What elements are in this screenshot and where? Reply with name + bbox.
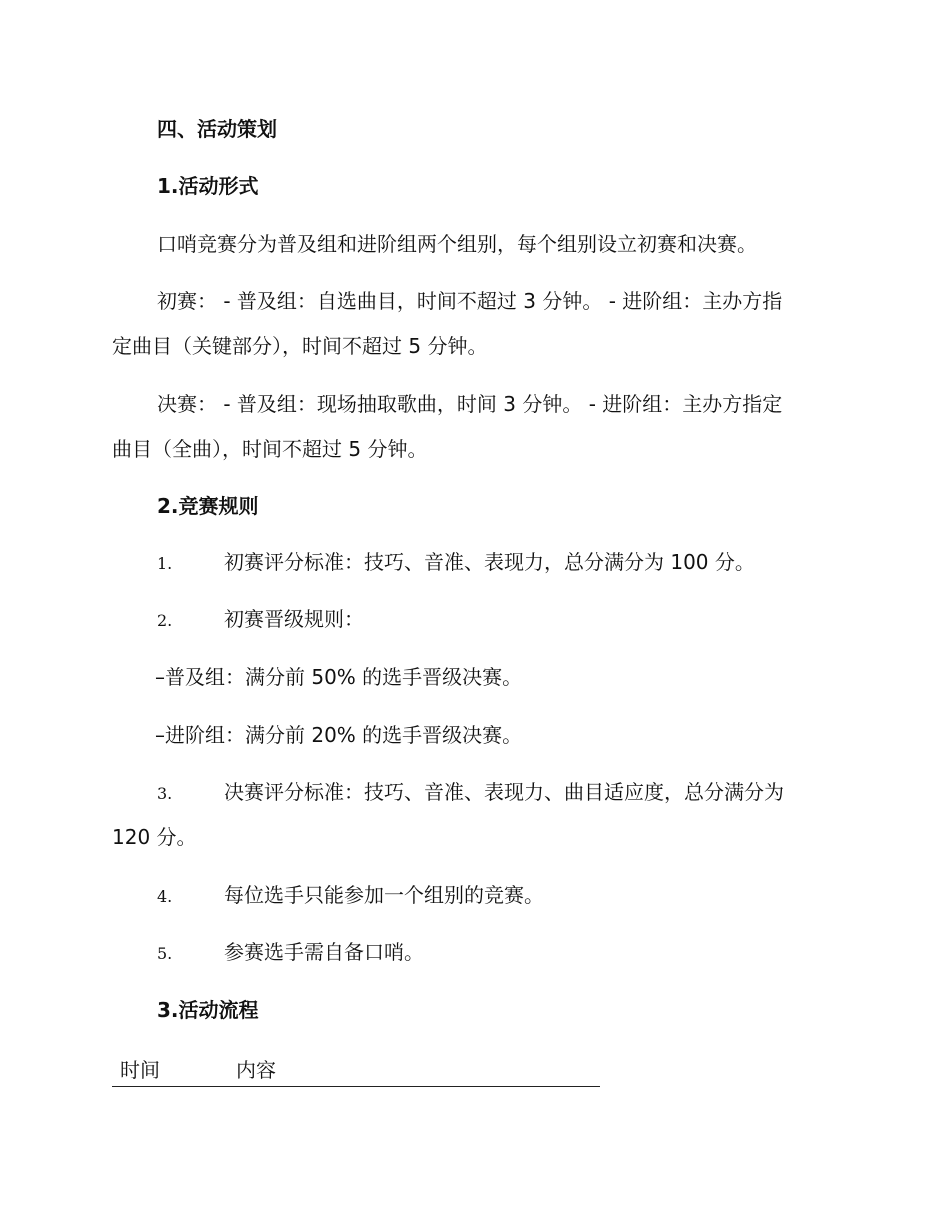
promotion-rule-advanced: –进阶组：满分前 20% 的选手晋级决赛。 [155,723,523,747]
rule-text-continued: 120 分。 [112,825,197,849]
schedule-table-header [112,1054,600,1087]
rule-text: 初赛晋级规则： [224,607,364,631]
column-header-time: 时间 [120,1058,160,1082]
intro-paragraph: 口哨竞赛分为普及组和进阶组两个组别，每个组别设立初赛和决赛。 [157,232,757,256]
rule-text: 初赛评分标准：技巧、音准、表现力，总分满分为 100 分。 [224,550,755,574]
subsection-title-process: 3.活动流程 [157,998,259,1022]
prelim-paragraph-line2: 定曲目（关键部分），时间不超过 5 分钟。 [112,334,488,358]
column-header-content: 内容 [236,1058,276,1082]
section-title: 四、活动策划 [157,117,277,141]
promotion-rule-basic: –普及组：满分前 50% 的选手晋级决赛。 [155,665,523,689]
rule-text: 每位选手只能参加一个组别的竞赛。 [224,883,544,907]
prelim-paragraph-line1: 初赛： - 普及组：自选曲目，时间不超过 3 分钟。 - 进阶组：主办方指 [157,289,783,313]
rule-text: 决赛评分标准：技巧、音准、表现力、曲目适应度，总分满分为 [224,780,784,804]
rule-number: 4. [157,887,173,906]
rule-number: 1. [157,554,173,573]
rule-number: 3. [157,784,173,803]
rule-number: 2. [157,611,173,630]
rule-text: 参赛选手需自备口哨。 [224,940,424,964]
final-paragraph-line1: 决赛： - 普及组：现场抽取歌曲，时间 3 分钟。 - 进阶组：主办方指定 [157,392,783,416]
subsection-title-activity-format: 1.活动形式 [157,174,259,198]
final-paragraph-line2: 曲目（全曲），时间不超过 5 分钟。 [112,437,428,461]
rule-number: 5. [157,944,173,963]
subsection-title-rules: 2.竞赛规则 [157,494,259,518]
